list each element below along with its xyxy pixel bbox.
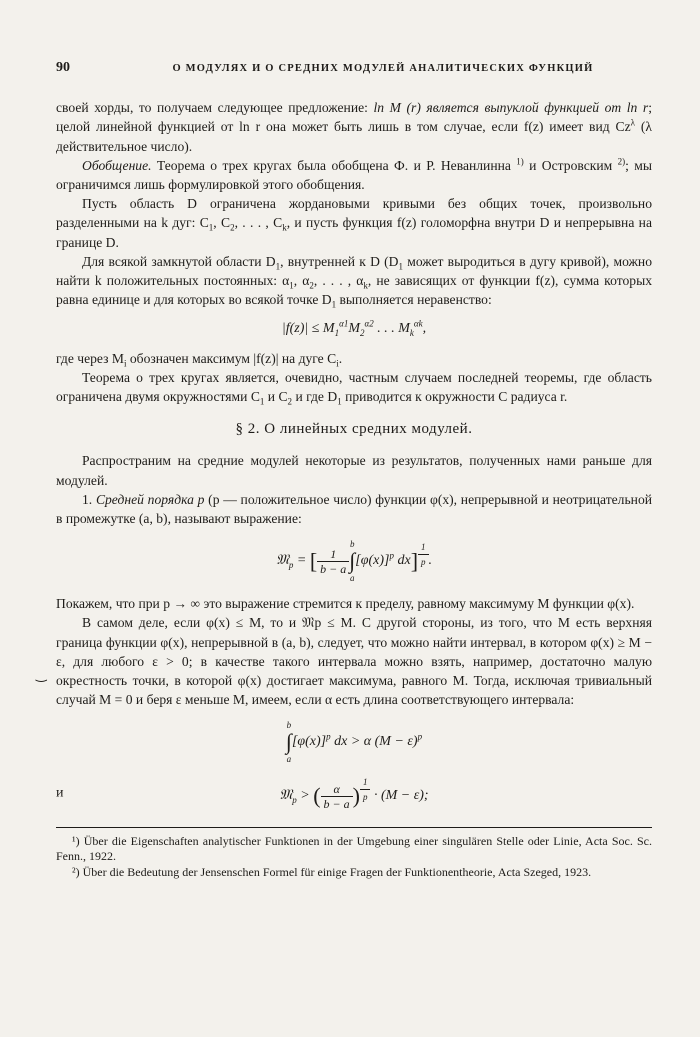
paragraph-closed-region: Для всякой замкнутой области $D_1$, внутренней к D ($D_1$ может выродиться в дугу кривой), можно найти k положительных постоянных: $\alpha_1$, $\alpha_2$, . . . , $\alpha_k$, не зависящих от функции f(z), сумма которых равна единице и для которых во всякой точке $D_1$ выполняется неравенство: (56, 253, 652, 310)
formula-mean-bound: и 𝔐$_p$ > ( $\frac{\alpha}{b - a}$ ) $\frac{1}{p}$ · (M − ε); (56, 777, 429, 811)
exponent-fraction: $\frac{1}{p}$ (360, 775, 371, 804)
footnote-ref-2: 2) (617, 156, 626, 167)
paragraph-hord: своей хорды, то получаем следующее предложение: ln M (r) является выпуклой функцией от ln r; целой линейной функцией от ln r она может быть лишь в том случае, если f(z) имеет вид $Cz^\lambda$ (λ действительное число). (56, 100, 652, 154)
paragraph-proof: В самом деле, если φ(x) ≤ M, то и 𝔐p ≤ M. С другой стороны, из того, что M есть верхняя граница функции φ(x), непрерывной в (a, b), следует, что можно найти интервал, в котором φ(x) ≥ M − ε, для любого ε > 0; в качестве такого интервала можно взять, например, достаточно малую окрестность точки, в которой φ(x) достигает максимума, равного M. Тогда, исключая тривиальный случай M = 0 и беря ε меньше M, имеем, если α есть длина соответствующего интервала: (56, 615, 652, 708)
page-number: 90 (56, 60, 70, 75)
fraction: $\frac{1}{b - a}$ (317, 547, 349, 576)
integral-sign: b ∫ a (285, 720, 292, 765)
paragraph-limit: Покажем, что при p → ∞ это выражение стремится к пределу, равному максимуму M функции φ(x). (56, 596, 635, 612)
exponent-fraction: $\frac{1}{p}$ (418, 540, 429, 569)
term-mean-order-p: Средней порядка p (95, 491, 205, 507)
paragraph-extend: Распространим на средние модулей некоторые из результатов, полученных нами раньше для модулей. (56, 453, 652, 488)
conjunction-and: и (56, 785, 64, 801)
footnote-2: ²) Über die Bedeutung der Jensenschen Formel für einige Fragen der Funktionentheorie, Acta Szeged, 1923. (72, 864, 592, 879)
formula-integral-bound: b ∫ a $[\varphi(x)]^p$ dx > α $(M - \varepsilon)^p$ (285, 720, 423, 765)
paragraph-generalization: Обобщение. Теорема о трех кругах была обобщена Ф. и Р. Неванлинна $^{1)}$ и Островским $^{2)}$; мы ограничимся лишь формулировкой этого обобщения. (56, 156, 652, 193)
paragraph-where-mi: где через $M_i$ обозначен максимум |f(z)| на дуге $C_i$. (56, 350, 343, 369)
footnotes (56, 827, 652, 881)
paragraph-domain: Пусть область D ограничена жордановыми кривыми без общих точек, произвольно разделенными на k дуг: $C_1$, $C_2$, . . . , $C_k$, и пусть функция f(z) голоморфна внутри D и непрерывна на границе D. (56, 196, 652, 250)
paragraph-special-case: Теорема о трех кругах является, очевидно, частным случаем последней теоремы, где область ограничена двумя окружностями $C_1$ и $C_2$ и где $D_1$ приводится к окружности C радиуса r. (56, 369, 652, 407)
term-generalization: Обобщение. (82, 157, 152, 173)
fraction: $\frac{\alpha}{b - a}$ (321, 782, 353, 811)
integral-sign: b ∫ a (349, 539, 356, 584)
formula-inequality: $|f(z)| \le M_1^{\alpha 1}M_2^{\alpha 2}$ . . . $M_k^{\alpha k}$, (281, 318, 427, 339)
paragraph-definition: 1. Средней порядка p (p — положительное число) функции φ(x), непрерывной и неотрицательной в промежутке (a, b), называют выражение: (56, 491, 653, 527)
page-header (56, 58, 652, 78)
footnote-1: ¹) Über die Eigenschaften analytischer Funktionen in der Umgebung einer singulären Stelle oder Linie, Acta Soc. Sc. Fenn., 1922. (56, 833, 652, 864)
footnote-ref-1: 1) (516, 156, 524, 167)
emphasis-convex: ln M (r) является выпуклой функцией от ln r (373, 100, 649, 116)
formula-mean-definition: 𝔐$_p$ = [ $\frac{1}{b - a}$ b ∫ a $[\varphi(x)]^p$ dx] $\frac{1}{p}$ . (275, 539, 433, 584)
section-title: § 2. О линейных средних модулей. (235, 421, 473, 438)
running-head: О МОДУЛЯХ И О СРЕДНИХ МОДУЛЕЙ АНАЛИТИЧЕСКИХ ФУНКЦИЙ (172, 63, 594, 74)
margin-mark: ‿ (36, 667, 47, 682)
